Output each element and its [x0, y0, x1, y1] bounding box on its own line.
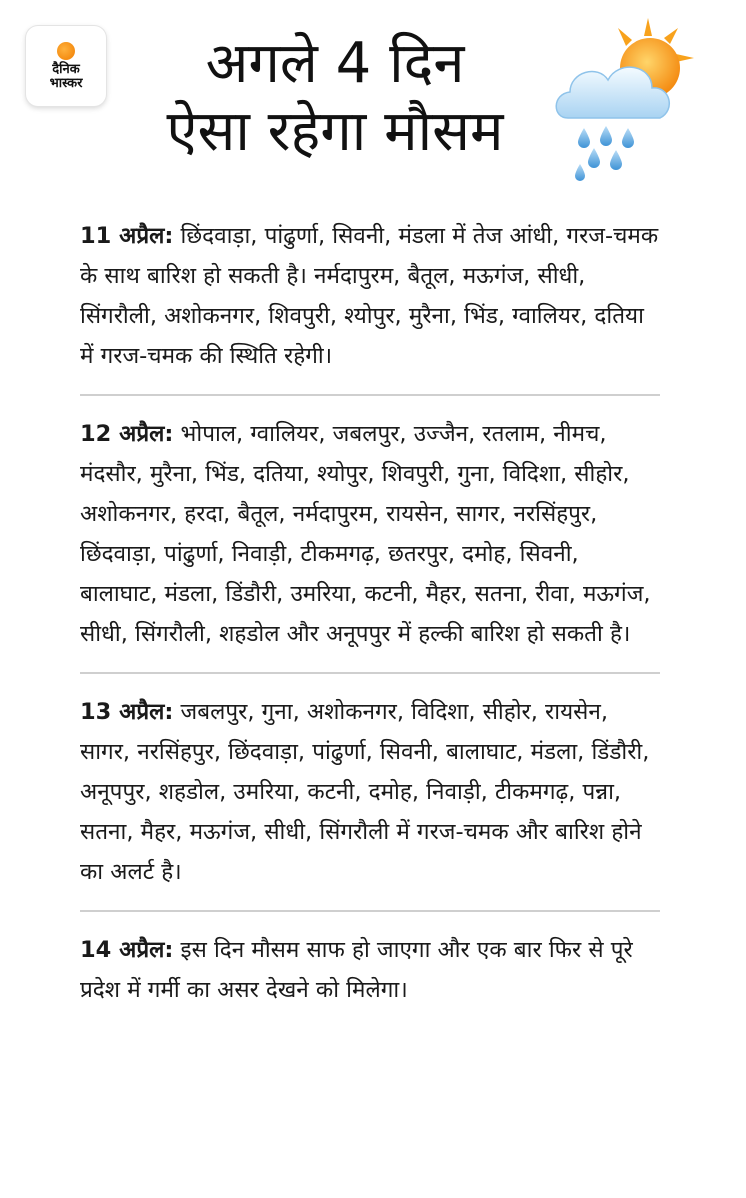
entry-date: 12 अप्रैल: — [80, 421, 174, 447]
page-title — [110, 30, 560, 166]
entry-text: छिंदवाड़ा, पांढुर्णा, सिवनी, मंडला में तेज आंधी, गरज-चमक के साथ बारिश हो सकती है। नर्मदापुरम, बैतूल, मऊगंज, सीधी, सिंगरौली, अशोकनगर, शिवपुरी, श्योपुर, मुरैना, भिंड, ग्वालियर, दतिया में गरज-चमक की स्थिति रहेगी। — [80, 223, 659, 369]
forecast-list — [80, 208, 660, 1028]
forecast-entry-apr-13 — [80, 684, 660, 910]
title-line-2: ऐसा रहेगा मौसम — [166, 99, 504, 164]
sun-cloud-rain-icon — [548, 14, 698, 184]
divider — [80, 672, 660, 674]
forecast-entry-apr-11 — [80, 208, 660, 394]
entry-text: जबलपुर, गुना, अशोकनगर, विदिशा, सीहोर, रायसेन, सागर, नरसिंहपुर, छिंदवाड़ा, पांढुर्णा, सिवनी, बालाघाट, मंडला, डिंडौरी, अनूपपुर, शहडोल, उमरिया, कटनी, दमोह, निवाड़ी, टीकमगढ़, पन्ना, सतना, मैहर, मऊगंज, सीधी, सिंगरौली में गरज-चमक और बारिश होने का अलर्ट है। — [80, 699, 650, 885]
entry-date: 14 अप्रैल: — [80, 937, 174, 963]
entry-date: 11 अप्रैल: — [80, 223, 174, 249]
divider — [80, 910, 660, 912]
entry-date: 13 अप्रैल: — [80, 699, 174, 725]
divider — [80, 394, 660, 396]
title-line-1: अगले 4 दिन — [205, 31, 465, 96]
logo-sun-icon — [57, 42, 75, 60]
dainik-bhaskar-logo — [26, 26, 106, 106]
entry-text: भोपाल, ग्वालियर, जबलपुर, उज्जैन, रतलाम, नीमच, मंदसौर, मुरैना, भिंड, दतिया, श्योपुर, शिवपुरी, गुना, विदिशा, सीहोर, अशोकनगर, हरदा, बैतूल, नर्मदापुरम, रायसेन, सागर, नरसिंहपुर, छिंदवाड़ा, पांढुर्णा, निवाड़ी, टीकमगढ़, छतरपुर, दमोह, सिवनी, बालाघाट, मंडला, डिंडौरी, उमरिया, कटनी, मैहर, सतना, रीवा, मऊगंज, सीधी, सिंगरौली, शहडोल और अनूपपुर में हल्की बारिश हो सकती है। — [80, 421, 651, 647]
entry-text: इस दिन मौसम साफ हो जाएगा और एक बार फिर से पूरे प्रदेश में गर्मी का असर देखने को मिलेगा। — [80, 937, 633, 1003]
forecast-entry-apr-12 — [80, 406, 660, 672]
forecast-entry-apr-14 — [80, 922, 660, 1028]
logo-text: दैनिक भास्कर — [49, 61, 83, 91]
